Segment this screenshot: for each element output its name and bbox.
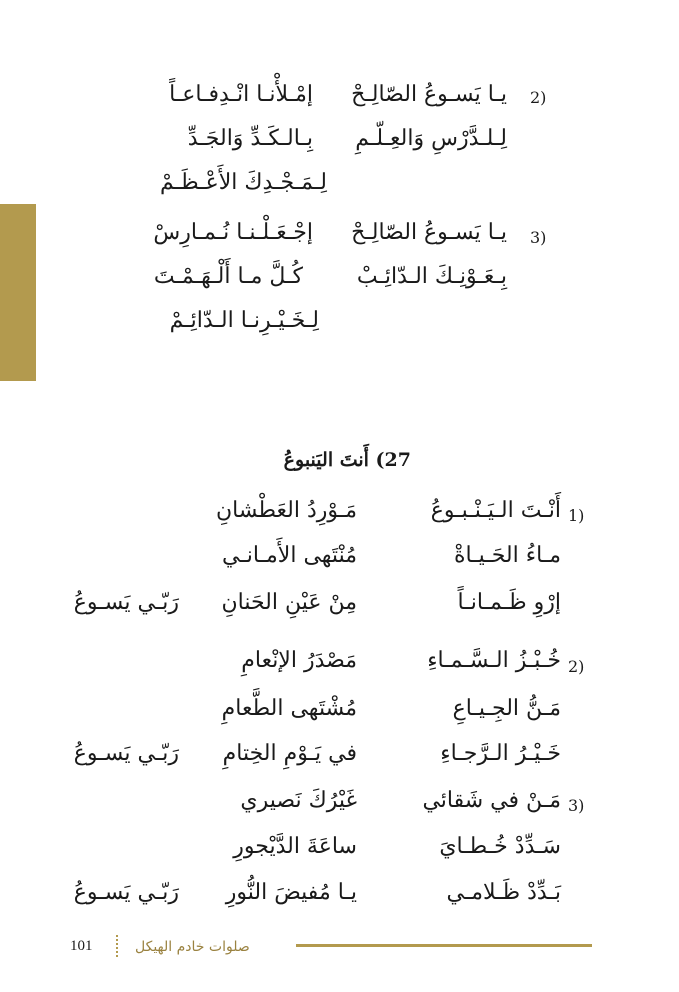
verse-line: بِـالـكَـدِّ وَالجَـدِّ — [187, 126, 313, 151]
verse-line: يـا يَسـوعُ الصّالِـحْ — [351, 220, 507, 245]
verse-line: سَـدِّدْ خُـطـايَ — [439, 834, 561, 859]
verse-line: لِـمَـجْـدِكَ الأَعْـظَـمْ — [160, 170, 327, 195]
verse-line: غَيْرُكَ نَصيري — [240, 788, 357, 813]
verse-line: إرْوِ ظَـمـانـاً — [457, 590, 561, 615]
verse-line: مَـوْرِدُ العَطْشانِ — [216, 498, 357, 523]
verse-line: خُـبْـزُ الـسَّـمـاءِ — [427, 648, 561, 673]
verse-line: مِنْ عَيْنِ الحَنانِ — [221, 590, 357, 615]
verse-line: في يَـوْمِ الخِتامِ — [222, 741, 357, 766]
verse-line: إجْـعَـلْـنـا نُـمـارِسْ — [153, 220, 313, 245]
verse-line: بَـدِّدْ ظَـلامـي — [446, 880, 561, 905]
verse-line: مَصْدَرُ الإنْعامِ — [241, 648, 357, 673]
verse-line: مُنْتَهى الأَمـانـي — [221, 543, 357, 568]
hymn-title: 27) أَنتَ اليَنبوعُ — [283, 449, 411, 471]
footer-divider — [116, 935, 118, 957]
verse-line: مُشْتَهى الطَّعامِ — [221, 696, 357, 721]
verse-line: مـاءُ الحَـيـاةْ — [453, 543, 561, 568]
stanza-number: 3) — [530, 228, 547, 247]
refrain: رَبّـي يَسـوعُ — [73, 741, 179, 766]
stanza-number: 2) — [568, 657, 585, 676]
verse-line: مَـنْ في شَقائي — [422, 788, 561, 813]
refrain: رَبّـي يَسـوعُ — [73, 880, 179, 905]
verse-line: خَـيْـرُ الـرَّجـاءِ — [440, 741, 561, 766]
stanza-number: 1) — [568, 506, 585, 525]
verse-line: ساعَةَ الدَّيْجورِ — [233, 834, 357, 859]
refrain: رَبّـي يَسـوعُ — [73, 590, 179, 615]
verse-line: لِـلـدَّرْسِ وَالعِـلّـمِ — [355, 126, 507, 151]
verse-line: يـا مُفيضَ النُّورِ — [225, 880, 357, 905]
stanza-number: 2) — [530, 88, 547, 107]
verse-line: أَنْـتَ الـيَـنْـبـوعُ — [430, 498, 561, 523]
verse-line: كُـلَّ مـا أَلْـهَـمْـتَ — [153, 264, 303, 289]
footer-book-title: صلوات خادم الهيكل — [135, 939, 250, 955]
verse-line: إمْـلأْنـا انْـدِفـاعـاً — [169, 82, 313, 107]
side-tab — [0, 204, 36, 381]
verse-line: لِـخَـيْـرِنـا الـدّائِـمْ — [169, 308, 319, 333]
verse-line: مَـنُّ الجِـيـاعِ — [452, 696, 561, 721]
stanza-number: 3) — [568, 796, 585, 815]
footer-rule — [296, 944, 592, 947]
verse-line: يـا يَسـوعُ الصّالِـحْ — [351, 82, 507, 107]
verse-line: بِـعَـوْنِـكَ الـدّائِـبْ — [356, 264, 507, 289]
page-number: 101 — [70, 938, 93, 954]
